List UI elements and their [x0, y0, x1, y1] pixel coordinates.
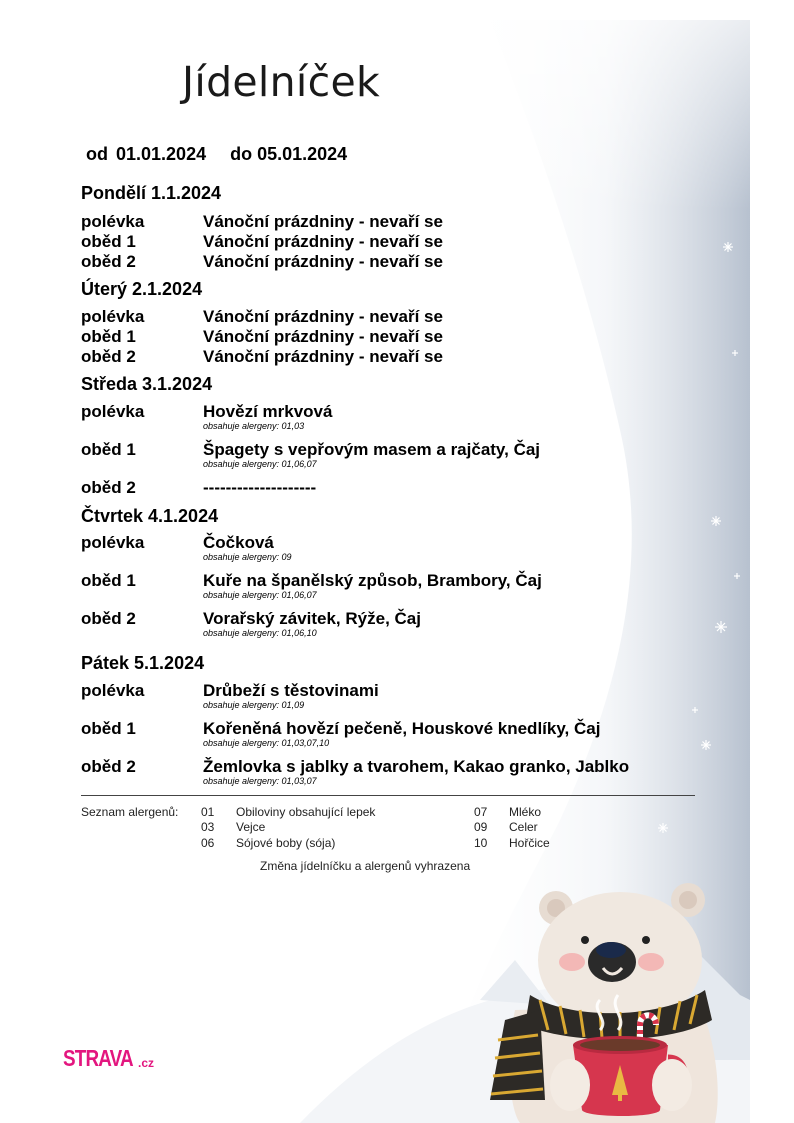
meal-dish: Hovězí mrkvová: [203, 402, 333, 421]
page-title: Jídelníček: [182, 58, 381, 106]
meal-label: oběd 1: [81, 327, 136, 346]
meal-dish: --------------------: [203, 478, 317, 497]
meal-dish: Vánoční prázdniny - nevaří se: [203, 327, 443, 346]
meal-label: polévka: [81, 307, 145, 326]
day-title: Pátek 5.1.2024: [81, 653, 205, 673]
meal-label: oběd 1: [81, 571, 136, 590]
allergen-name: Vejce: [236, 820, 266, 834]
meal-dish: Vánoční prázdniny - nevaří se: [203, 232, 443, 251]
day-title: Čtvrtek 4.1.2024: [81, 506, 219, 526]
meal-label: polévka: [81, 681, 145, 700]
day-title: Pondělí 1.1.2024: [81, 183, 222, 203]
divider: [81, 795, 695, 796]
strava-logo: [63, 1045, 155, 1072]
meal-dish: Drůbeží s těstovinami: [203, 681, 379, 700]
allergen-code: 07: [474, 805, 488, 819]
meal-label: polévka: [81, 533, 145, 552]
meal-dish: Vánoční prázdniny - nevaří se: [203, 307, 443, 326]
period-from-date: 01.01.2024: [116, 144, 207, 164]
meal-allergens: obsahuje alergeny: 01,06,10: [203, 628, 317, 638]
allergen-name: Hořčice: [509, 836, 550, 850]
meal-allergens: obsahuje alergeny: 01,09: [203, 700, 305, 710]
logo-text: STRAVA: [63, 1045, 133, 1071]
meal-allergens: obsahuje alergeny: 01,03: [203, 421, 305, 431]
allergen-code: 09: [474, 820, 488, 834]
meal-allergens: obsahuje alergeny: 01,03,07,10: [203, 738, 330, 748]
meal-allergens: obsahuje alergeny: 09: [203, 552, 292, 562]
allergen-code: 10: [474, 836, 488, 850]
meal-label: oběd 2: [81, 609, 136, 628]
meal-dish: Vánoční prázdniny - nevaří se: [203, 347, 443, 366]
meal-dish: Vánoční prázdniny - nevaří se: [203, 252, 443, 271]
allergen-code: 01: [201, 805, 215, 819]
meal-dish: Špagety s vepřovým masem a rajčaty, Čaj: [203, 440, 541, 459]
allergen-code: 03: [201, 820, 215, 834]
day-title: Úterý 2.1.2024: [81, 279, 203, 299]
meal-label: polévka: [81, 402, 145, 421]
meal-dish: Vánoční prázdniny - nevaří se: [203, 212, 443, 231]
period-to-label: do: [230, 144, 253, 164]
allergen-name: Celer: [509, 820, 538, 834]
meal-label: oběd 2: [81, 347, 136, 366]
meal-allergens: obsahuje alergeny: 01,03,07: [203, 776, 317, 786]
allergen-legend-title: Seznam alergenů:: [81, 805, 179, 819]
meal-label: oběd 2: [81, 757, 136, 776]
menu-period: [86, 144, 347, 165]
logo-tld: .cz: [138, 1056, 155, 1070]
meal-label: oběd 1: [81, 719, 136, 738]
meal-dish: Žemlovka s jablky a tvarohem, Kakao granko, Jablko: [203, 757, 630, 776]
meal-dish: Kořeněná hovězí pečeně, Houskové knedlíky, Čaj: [203, 719, 601, 738]
meal-allergens: obsahuje alergeny: 01,06,07: [203, 590, 317, 600]
day-title: Středa 3.1.2024: [81, 374, 213, 394]
meal-dish: Kuře na španělský způsob, Brambory, Čaj: [203, 571, 542, 590]
period-from-label: od: [86, 144, 108, 164]
meal-label: oběd 2: [81, 478, 136, 497]
allergen-name: Obiloviny obsahující lepek: [236, 805, 376, 819]
allergen-name: Mléko: [509, 805, 542, 819]
meal-label: oběd 1: [81, 440, 136, 459]
period-to-date: 05.01.2024: [257, 144, 348, 164]
allergen-name: Sójové boby (sója): [236, 836, 336, 850]
meal-dish: Vorařský závitek, Rýže, Čaj: [203, 609, 421, 628]
meal-label: oběd 2: [81, 252, 136, 271]
meal-dish: Čočková: [203, 533, 274, 552]
meal-label: oběd 1: [81, 232, 136, 251]
menu-change-note: Změna jídelníčku a alergenů vyhrazena: [260, 859, 471, 873]
meal-label: polévka: [81, 212, 145, 231]
allergen-code: 06: [201, 836, 215, 850]
meal-allergens: obsahuje alergeny: 01,06,07: [203, 459, 317, 469]
